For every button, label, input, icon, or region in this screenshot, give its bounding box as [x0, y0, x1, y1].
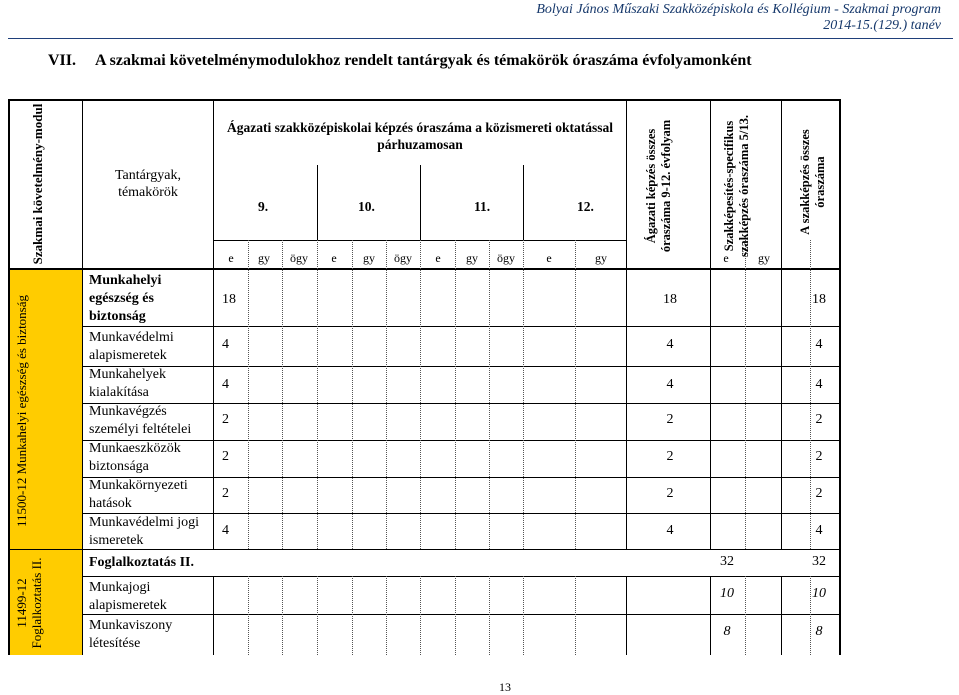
- header-specific: Szakképesítés-specifikus szakképzés óraszáma 5/13.: [722, 115, 751, 257]
- subject-row-title: Munkahelyi egészség és biztonság: [89, 273, 162, 324]
- header-total: A szakképzés összes óraszáma: [798, 129, 827, 235]
- value-sector-total: 18: [663, 292, 677, 307]
- value-specific: 10: [720, 586, 734, 601]
- value-specific: 32: [720, 554, 734, 569]
- subject-row: Munkajogi alapismeretek: [89, 580, 167, 613]
- header-grade-10: 10.: [358, 199, 375, 214]
- subheader-gy: gy: [258, 251, 270, 265]
- subheader-e: e: [546, 251, 552, 265]
- subheader-ogy: ögy: [497, 251, 515, 265]
- value-sector-total: 2: [666, 412, 674, 427]
- document-header-school: Bolyai János Műszaki Szakközépiskola és Kollégium - Szakmai program: [536, 2, 941, 17]
- value-specific: 8: [723, 624, 731, 639]
- subheader-gy: gy: [595, 251, 607, 265]
- subject-row: Munkavédelmi alapismeretek: [89, 330, 174, 363]
- value-total: 18: [812, 292, 826, 307]
- value-e9: 2: [222, 486, 229, 501]
- value-sector-total: 2: [666, 486, 674, 501]
- subject-row: Munkavégzés személyi feltételei: [89, 404, 192, 437]
- value-sector-total: 2: [666, 449, 674, 464]
- subheader-e: e: [435, 251, 441, 265]
- header-sector-total: Ágazati képzés összes óraszáma 9-12. évfolyam: [644, 119, 673, 253]
- value-e9: 2: [222, 449, 229, 464]
- value-total: 2: [815, 412, 823, 427]
- subheader-e: e: [723, 251, 729, 265]
- module-label-11499: 11499-12 Foglalkoztatás II.: [14, 557, 44, 649]
- header-grade-11: 11.: [474, 199, 491, 214]
- subheader-ogy: ögy: [394, 251, 412, 265]
- page-number: 13: [499, 680, 511, 694]
- value-total: 8: [815, 624, 823, 639]
- value-e9: 4: [222, 523, 229, 538]
- header-module: Szakmai követelmény-modul: [30, 103, 45, 265]
- subject-row-title: Foglalkoztatás II.: [89, 555, 194, 570]
- subheader-e: e: [331, 251, 337, 265]
- value-total: 32: [812, 554, 826, 569]
- value-sector-total: 4: [666, 377, 674, 392]
- header-rule: [8, 38, 953, 39]
- section-number: VII.: [48, 52, 77, 69]
- value-total: 10: [812, 586, 826, 601]
- value-total: 4: [815, 377, 823, 392]
- module-label-11500: 11500-12 Munkahelyi egészség és biztonság: [14, 294, 29, 528]
- value-total: 2: [815, 486, 823, 501]
- value-e9: 4: [222, 377, 229, 392]
- subheader-gy: gy: [758, 251, 770, 265]
- header-grade-9: 9.: [258, 199, 269, 214]
- value-total: 4: [815, 523, 823, 538]
- subheader-e: e: [228, 251, 234, 265]
- subject-row: Munkahelyek kialakítása: [89, 367, 166, 400]
- value-e9: 4: [222, 337, 229, 352]
- header-subjects: Tantárgyak, témakörök: [114, 168, 181, 200]
- subject-row: Munkaviszony létesítése: [89, 618, 173, 651]
- subheader-ogy: ögy: [290, 251, 308, 265]
- value-e9: 18: [222, 292, 236, 307]
- subheader-gy: gy: [363, 251, 375, 265]
- value-total: 2: [815, 449, 823, 464]
- value-e9: 2: [222, 412, 229, 427]
- document-header-year: 2014-15.(129.) tanév: [823, 18, 941, 33]
- subject-row: Munkavédelmi jogi ismeretek: [89, 515, 200, 548]
- subheader-gy: gy: [466, 251, 478, 265]
- header-grade-12: 12.: [577, 199, 594, 214]
- value-sector-total: 4: [666, 337, 674, 352]
- value-sector-total: 4: [666, 523, 674, 538]
- header-hours-group: Ágazati szakközépiskolai képzés óraszáma a közismereti oktatással párhuzamosan: [227, 120, 613, 152]
- subject-row: Munkaeszközök biztonsága: [89, 441, 181, 474]
- subject-row: Munkakörnyezeti hatások: [89, 478, 188, 511]
- section-title: A szakmai követelménymodulokhoz rendelt tantárgyak és témakörök óraszáma évfolyamonként: [95, 52, 752, 69]
- value-total: 4: [815, 337, 823, 352]
